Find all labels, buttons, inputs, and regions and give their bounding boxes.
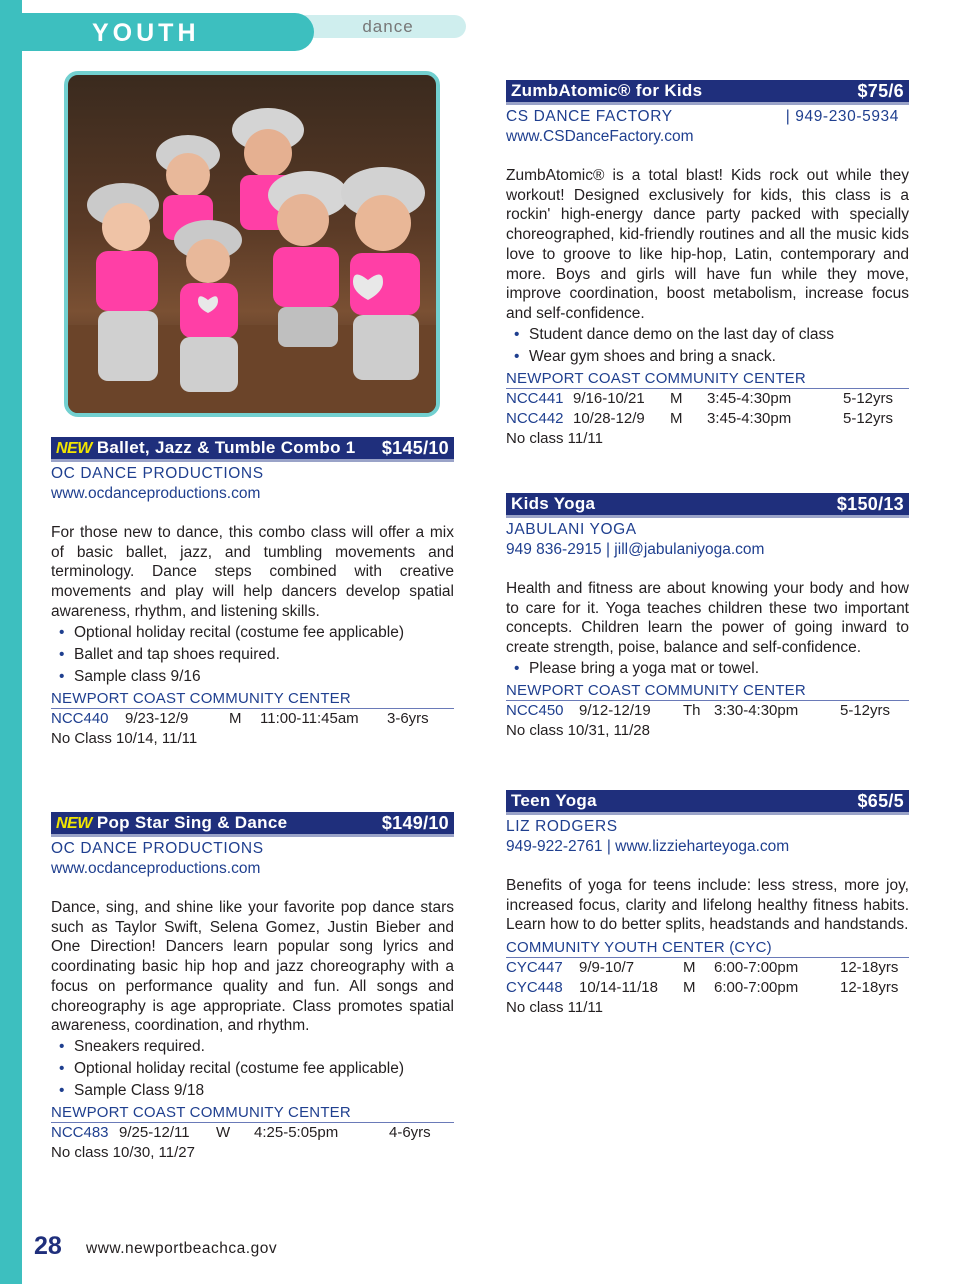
no-class-dates: No class 11/11 xyxy=(506,429,603,447)
session-day: Th xyxy=(683,701,701,719)
no-class-dates: No class 11/11 xyxy=(506,999,603,1017)
provider-website[interactable]: www.CSDanceFactory.com xyxy=(506,128,694,145)
footer-website[interactable]: www.newportbeachca.gov xyxy=(86,1240,278,1257)
provider-website[interactable]: www.ocdanceproductions.com xyxy=(51,485,261,502)
class-title: Kids Yoga xyxy=(511,494,596,513)
class-price: $145/10 xyxy=(381,437,449,458)
session-code: CYC448 xyxy=(506,979,563,997)
no-class-dates: No Class 10/14, 11/11 xyxy=(51,729,198,747)
section-tab: YOUTH xyxy=(22,13,314,51)
class-title: Pop Star Sing & Dance xyxy=(96,813,288,832)
class-bullets xyxy=(506,660,909,678)
class-ballet-jazz-tumble xyxy=(51,437,454,749)
side-color-bar xyxy=(0,0,22,1284)
class-kids-yoga xyxy=(506,493,909,741)
class-zumbatomic xyxy=(506,80,909,449)
bullet-item: • Wear gym shoes and bring a snack. xyxy=(506,348,909,366)
provider-name: LIZ RODGERS xyxy=(506,818,618,835)
class-title: Teen Yoga xyxy=(511,791,597,810)
session-code: NCC441 xyxy=(506,389,564,407)
session-age: 5-12yrs xyxy=(843,389,894,407)
provider-website[interactable]: www.ocdanceproductions.com xyxy=(51,860,261,877)
session-code: NCC440 xyxy=(51,709,109,727)
session-time: 11:00-11:45am xyxy=(260,709,359,727)
session-day: M xyxy=(670,409,683,427)
session-row xyxy=(506,958,909,978)
session-day: M xyxy=(683,979,696,997)
session-dates: 9/25-12/11 xyxy=(119,1123,190,1141)
class-pop-star xyxy=(51,812,454,1163)
class-teen-yoga xyxy=(506,790,909,1018)
session-age: 3-6yrs xyxy=(387,709,429,727)
class-title: ZumbAtomic® for Kids xyxy=(511,81,703,100)
class-bullets xyxy=(506,326,909,366)
session-row xyxy=(506,701,909,721)
class-header xyxy=(506,80,909,105)
session-dates: 9/23-12/9 xyxy=(125,709,189,727)
session-dates: 9/9-10/7 xyxy=(579,959,635,977)
session-row xyxy=(51,1123,454,1143)
class-description: ZumbAtomic® is a total blast! Kids rock out while they workout! Designed exclusively for kids, this class is a rockin' high-energy dance party packed with specially choreographed, kid-friendly routines and all the music kids love to groove to like hip-hop, Latin, contemporary and more. Boys and girls will have fun while they move, improve coordination, boost metabolism, increase focus and self-confidence. xyxy=(506,167,909,322)
class-location: NEWPORT COAST COMMUNITY CENTER xyxy=(51,1104,454,1123)
class-price: $149/10 xyxy=(381,812,449,833)
class-description: For those new to dance, this combo class will offer a mix of basic ballet, jazz, and tumbling movements and terminology. Dance steps combined with creative movements and play will help dancers develop spatial awareness, rhythm, and listening skills. xyxy=(51,524,454,620)
session-code: NCC450 xyxy=(506,701,564,719)
session-time: 3:45-4:30pm xyxy=(707,389,792,407)
session-row xyxy=(506,389,909,409)
session-dates: 10/14-11/18 xyxy=(579,979,658,997)
class-description: Health and fitness are about knowing your body and how to care for it. Yoga teaches children these two important concepts. Children learn the power of going inward to create strength, poise, balance and self-confidence. xyxy=(506,580,909,657)
class-location: COMMUNITY YOUTH CENTER (CYC) xyxy=(506,939,909,958)
provider-contact[interactable]: 949-922-2761 | www.lizzieharteyoga.com xyxy=(506,838,790,855)
session-row xyxy=(506,978,909,998)
session-day: M xyxy=(229,709,242,727)
dancers-photo xyxy=(64,71,440,417)
bullet-item: • Student dance demo on the last day of class xyxy=(506,326,909,344)
class-title: Ballet, Jazz & Tumble Combo 1 xyxy=(96,438,356,457)
session-age: 12-18yrs xyxy=(840,979,899,997)
class-price: $150/13 xyxy=(836,493,904,514)
new-badge: NEW xyxy=(56,815,92,832)
bullet-item: • Sample Class 9/18 xyxy=(51,1082,454,1100)
session-dates: 9/16-10/21 xyxy=(573,389,645,407)
session-age: 4-6yrs xyxy=(389,1123,431,1141)
session-age: 5-12yrs xyxy=(843,409,894,427)
class-location: NEWPORT COAST COMMUNITY CENTER xyxy=(51,690,454,709)
session-code: NCC442 xyxy=(506,409,564,427)
session-time: 6:00-7:00pm xyxy=(714,959,799,977)
bullet-item: • Sneakers required. xyxy=(51,1038,454,1056)
no-class-dates: No class 10/31, 11/28 xyxy=(506,721,650,739)
subsection-tab: dance xyxy=(300,15,466,38)
session-time: 4:25-5:05pm xyxy=(254,1123,339,1141)
class-location: NEWPORT COAST COMMUNITY CENTER xyxy=(506,370,909,389)
bullet-item: • Please bring a yoga mat or towel. xyxy=(506,660,909,678)
class-header xyxy=(506,790,909,815)
provider-name: OC DANCE PRODUCTIONS xyxy=(51,465,264,482)
bullet-item: • Optional holiday recital (costume fee applicable) xyxy=(51,1060,454,1078)
class-description: Benefits of yoga for teens include: less stress, more joy, increased focus, clarity and lifelong healthy fitness habits. Learn how to do better splits, headstands and handstands. xyxy=(506,877,909,934)
provider-phone: | 949-230-5934 xyxy=(785,108,899,125)
class-bullets xyxy=(51,1038,454,1100)
session-time: 6:00-7:00pm xyxy=(714,979,799,997)
no-class-dates: No class 10/30, 11/27 xyxy=(51,1143,195,1161)
session-code: NCC483 xyxy=(51,1123,109,1141)
class-price: $75/6 xyxy=(857,80,904,101)
bullet-item: • Optional holiday recital (costume fee applicable) xyxy=(51,624,454,642)
session-time: 3:45-4:30pm xyxy=(707,409,792,427)
class-location: NEWPORT COAST COMMUNITY CENTER xyxy=(506,682,909,701)
provider-contact[interactable]: 949 836-2915 | jill@jabulaniyoga.com xyxy=(506,541,765,558)
session-dates: 10/28-12/9 xyxy=(573,409,645,427)
class-bullets xyxy=(51,624,454,686)
class-price: $65/5 xyxy=(857,790,904,811)
class-description: Dance, sing, and shine like your favorite pop dance stars such as Taylor Swift, Selena Gomez, Justin Bieber and One Direction! Dancers learn popular song lyrics and coordinating basic hip hop and jazz choreography with a focus on performance quality and fun. All songs and choreography is age appropriate. Class promotes spatial awareness, coordination, and rhythm. xyxy=(51,899,454,1035)
provider-line xyxy=(506,107,909,127)
provider-name: CS DANCE FACTORY xyxy=(506,108,673,125)
session-day: W xyxy=(216,1123,231,1141)
class-header xyxy=(51,812,454,837)
session-row xyxy=(506,409,909,429)
session-day: M xyxy=(670,389,683,407)
bullet-item: • Ballet and tap shoes required. xyxy=(51,646,454,664)
provider-name: OC DANCE PRODUCTIONS xyxy=(51,840,264,857)
class-header xyxy=(506,493,909,518)
session-time: 3:30-4:30pm xyxy=(714,701,799,719)
session-row xyxy=(51,709,454,729)
session-age: 12-18yrs xyxy=(840,959,899,977)
new-badge: NEW xyxy=(56,440,92,457)
session-dates: 9/12-12/19 xyxy=(579,701,651,719)
session-day: M xyxy=(683,959,696,977)
class-header xyxy=(51,437,454,462)
page-number: 28 xyxy=(34,1232,62,1260)
bullet-item: • Sample class 9/16 xyxy=(51,668,454,686)
session-age: 5-12yrs xyxy=(840,701,891,719)
session-code: CYC447 xyxy=(506,959,563,977)
provider-name: JABULANI YOGA xyxy=(506,521,637,538)
